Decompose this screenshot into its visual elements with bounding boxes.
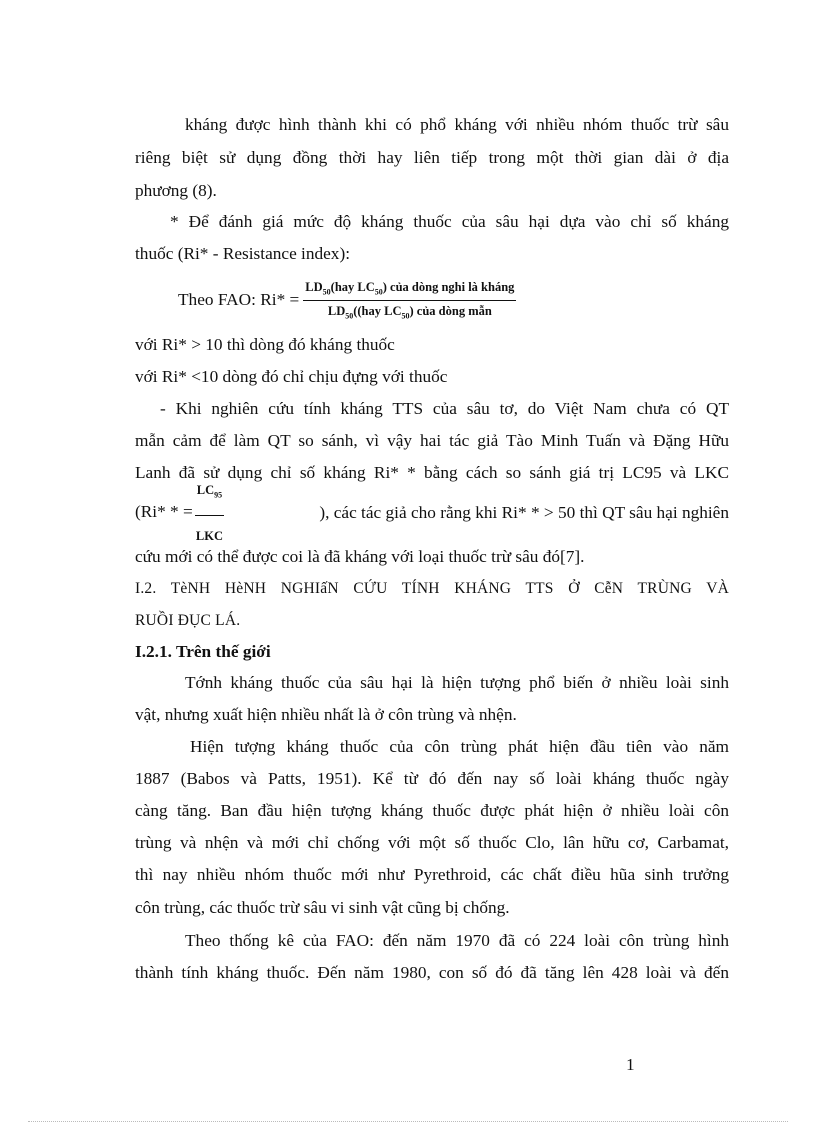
paragraph-line: 1887 (Babos và Patts, 1951). Kể từ đó đến nay số loài kháng thuốc ngày [135,769,729,788]
paragraph-line: càng tăng. Ban đầu hiện tượng kháng thuốc được phát hiện ở nhiều loài côn [135,801,729,820]
paragraph-line: thuốc (Ri* - Resistance index): [135,244,351,263]
paragraph-line-with-fraction: (Ri* * = $\frac{LC_{95}}{\text{LKC}}$ ), các tác giả cho rằng khi Ri* * > 50 thì QT sâu hại nghiên [135,495,729,531]
subheading: I.2.1. Trên thế giới [135,642,271,661]
resistance-index-formula [178,277,516,323]
paragraph-line: vật, nhưng xuất hiện nhiều nhất là ở côn trùng và nhện. [135,705,517,724]
lc95-lkc-fraction: $\frac{LC_{95}}{\text{LKC}}$ [195,472,224,555]
formula-fraction [303,280,516,320]
paragraph-line: riêng biệt sử dụng đồng thời hay liên tiếp trong một thời gian dài ở địa [135,148,729,167]
section-heading: I.2. TèNH HèNH NGHIấN CỨU TÍNH KHÁNG TTS Ở CễN TRÙNG VÀ [135,580,729,597]
page-number: 1 [626,1055,635,1074]
paragraph-line: mẫn cảm để làm QT so sánh, vì vậy hai tác giả Tào Minh Tuấn và Đặng Hữu [135,431,729,450]
paragraph-line: Hiện tượng kháng thuốc của côn trùng phát hiện đầu tiên vào năm [190,737,729,756]
paragraph-line: Lanh đã sử dụng chỉ số kháng Ri* * bằng cách so sánh giá trị LC95 và LKC [135,463,729,482]
paragraph-line: Theo thống kê của FAO: đến năm 1970 đã có 224 loài côn trùng hình [185,931,729,950]
page-bottom-edge [28,1121,788,1122]
condition-line: với Ri* <10 dòng đó chỉ chịu đựng với thuốc [135,367,448,386]
section-heading: RUỒI ĐỤC LÁ. [135,612,241,629]
paragraph-line: cứu mới có thể được coi là đã kháng với loại thuốc trừ sâu đó[7]. [135,547,585,566]
formula-prefix: Theo FAO: Ri* = [178,290,300,309]
paragraph-line: - Khi nghiên cứu tính kháng TTS của sâu tơ, do Việt Nam chưa có QT [160,399,729,418]
formula-numerator: $LD_{50}(hay$ $LC_{50}$) của dòng nghi là kháng [303,280,516,301]
paragraph-line: phương (8). [135,181,217,200]
formula-denominator: $LD_{50}((hay$ $LC_{50}$) của dòng mẫn [327,303,492,320]
paragraph-line: thì nay nhiều nhóm thuốc mới như Pyrethroid, các chất điều hũa sinh trưởng [135,865,729,884]
paragraph-line: * Để đánh giá mức độ kháng thuốc của sâu hại dựa vào chỉ số kháng [170,212,729,231]
paragraph-line: Tớnh kháng thuốc của sâu hại là hiện tượng phổ biến ở nhiều loài sinh [185,673,729,692]
paragraph-line: kháng được hình thành khi có phổ kháng với nhiều nhóm thuốc trừ sâu [185,115,729,134]
paragraph-line: thành tính kháng thuốc. Đến năm 1980, con số đó đã tăng lên 428 loài và đến [135,963,729,982]
paragraph-line: côn trùng, các thuốc trừ sâu vi sinh vật cũng bị chống. [135,898,510,917]
paragraph-line: trùng và nhện và mới chỉ chống với một số thuốc Clo, lân hữu cơ, Carbamat, [135,833,729,852]
condition-line: với Ri* > 10 thì dòng đó kháng thuốc [135,335,395,354]
